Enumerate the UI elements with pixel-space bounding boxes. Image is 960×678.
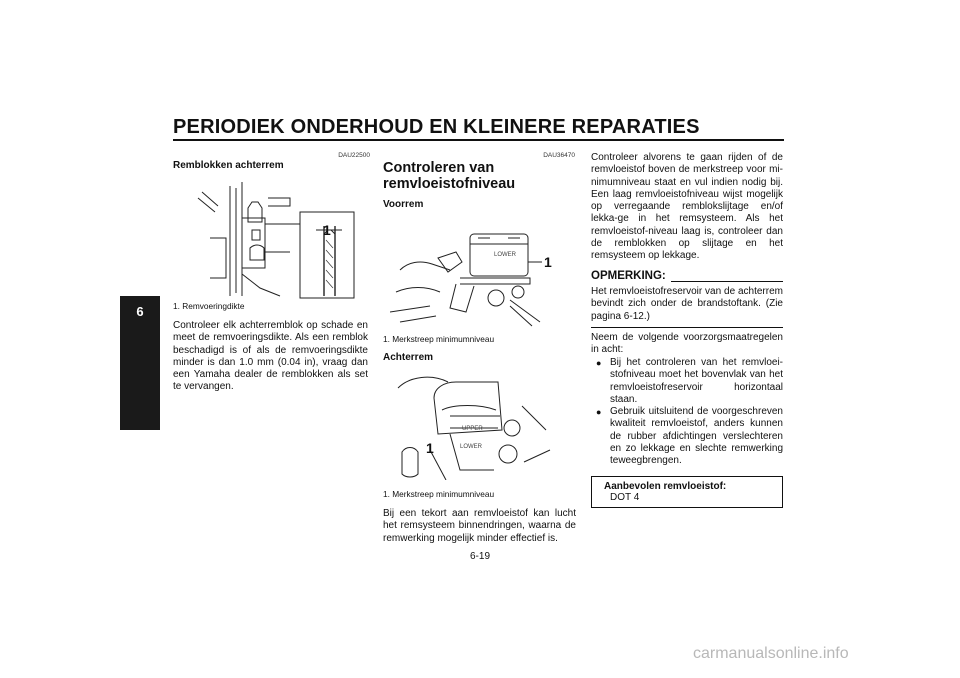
watermark: carmanualsonline.info xyxy=(693,645,849,662)
brake-pad-illustration xyxy=(190,178,360,300)
body-paragraph: Bij een tekort aan remvloeistof kan lucht het remsysteem binnendringen, waarna de remwerking mogelijk minder effectief is. xyxy=(383,508,576,544)
section-code: DAU22500 xyxy=(338,152,370,159)
figure-callout: 1 xyxy=(544,254,552,270)
reservoir-lower-mark: LOWER xyxy=(494,252,517,258)
rear-brake-pad-figure xyxy=(190,178,360,300)
list-item-text: Gebruik uitsluitend de voorgeschreven kwaliteit remvloeistof, anders kunnen de rubber afdichtingen verslechteren en zo lekkage en slechte remwerking teweegbrengen. xyxy=(610,406,783,467)
note-heading-rule xyxy=(671,281,783,282)
section-code: DAU36470 xyxy=(543,152,575,159)
reservoir-upper-mark: UPPER xyxy=(462,426,483,432)
bullet-icon: ● xyxy=(596,358,602,368)
chapter-tab xyxy=(120,296,160,430)
front-reservoir-figure xyxy=(390,222,552,330)
page-number: 6-19 xyxy=(469,551,490,562)
note-text: Het remvloeistofreservoir van de achterrem bevindt zich onder de brandstoftank. (Zie pagina 6-12.) xyxy=(591,286,783,322)
figure-caption: 1. Remvoeringdikte xyxy=(173,301,245,311)
precautions-intro: Neem de volgende voorzorgsmaatregelen in acht: xyxy=(591,332,783,356)
note-heading-row xyxy=(591,270,783,284)
note-end-rule xyxy=(591,327,783,328)
note-heading: OPMERKING: xyxy=(591,270,666,282)
figure-caption: 1. Merkstreep minimumniveau xyxy=(383,489,495,499)
page-title: PERIODIEK ONDERHOUD EN KLEINERE REPARATIES xyxy=(173,116,700,138)
precautions-list xyxy=(596,357,783,468)
body-paragraph: Controleer elk achterremblok op schade en meet de remvoeringsdikte. Als een remblok beschadigd is of als de remvoeringsdikte minder is dan 1.0 mm (0.04 in), vraag dan een Yamaha dealer de remblokken als set te vervangen. xyxy=(173,320,368,393)
list-item xyxy=(596,357,783,406)
reservoir-lower-mark: LOWER xyxy=(460,444,483,450)
box-value: DOT 4 xyxy=(610,492,640,503)
subheading-front: Voorrem xyxy=(383,199,424,210)
figure-callout: 1 xyxy=(426,440,434,456)
bullet-icon: ● xyxy=(596,407,602,418)
subheading-rear: Achterrem xyxy=(383,352,434,363)
section-heading: Controleren van remvloeistofniveau xyxy=(383,160,516,192)
rear-reservoir-figure xyxy=(390,370,552,480)
figure-caption: 1. Merkstreep minimumniveau xyxy=(383,334,495,344)
front-reservoir-illustration xyxy=(390,222,552,330)
list-item xyxy=(596,406,783,467)
figure-callout: 1 xyxy=(323,222,331,238)
box-title: Aanbevolen remvloeistof: xyxy=(604,481,727,492)
section-heading: Remblokken achterrem xyxy=(173,160,284,171)
title-rule xyxy=(173,139,784,141)
recommended-fluid-box xyxy=(591,476,783,508)
intro-paragraph: Controleer alvorens te gaan rijden of de remvloeistof boven de merkstreep voor mi-nimumniveau staat en vul indien nodig bij. Een laag remvloeistofniveau wijst mogelijk op verregaande remblokslijtage en/of lekka-ge in het remsysteem. Als het remvloeistof-niveau laag is, controleer dan de remblokken op slijtage en het remsysteem op lekkage. xyxy=(591,152,783,262)
list-item-text: Bij het controleren van het remvloei-stofniveau moet het bovenvlak van het remvloeistofreservoir horizontaal staan. xyxy=(610,357,783,405)
chapter-number: 6 xyxy=(136,304,144,319)
rear-reservoir-illustration xyxy=(390,370,552,480)
